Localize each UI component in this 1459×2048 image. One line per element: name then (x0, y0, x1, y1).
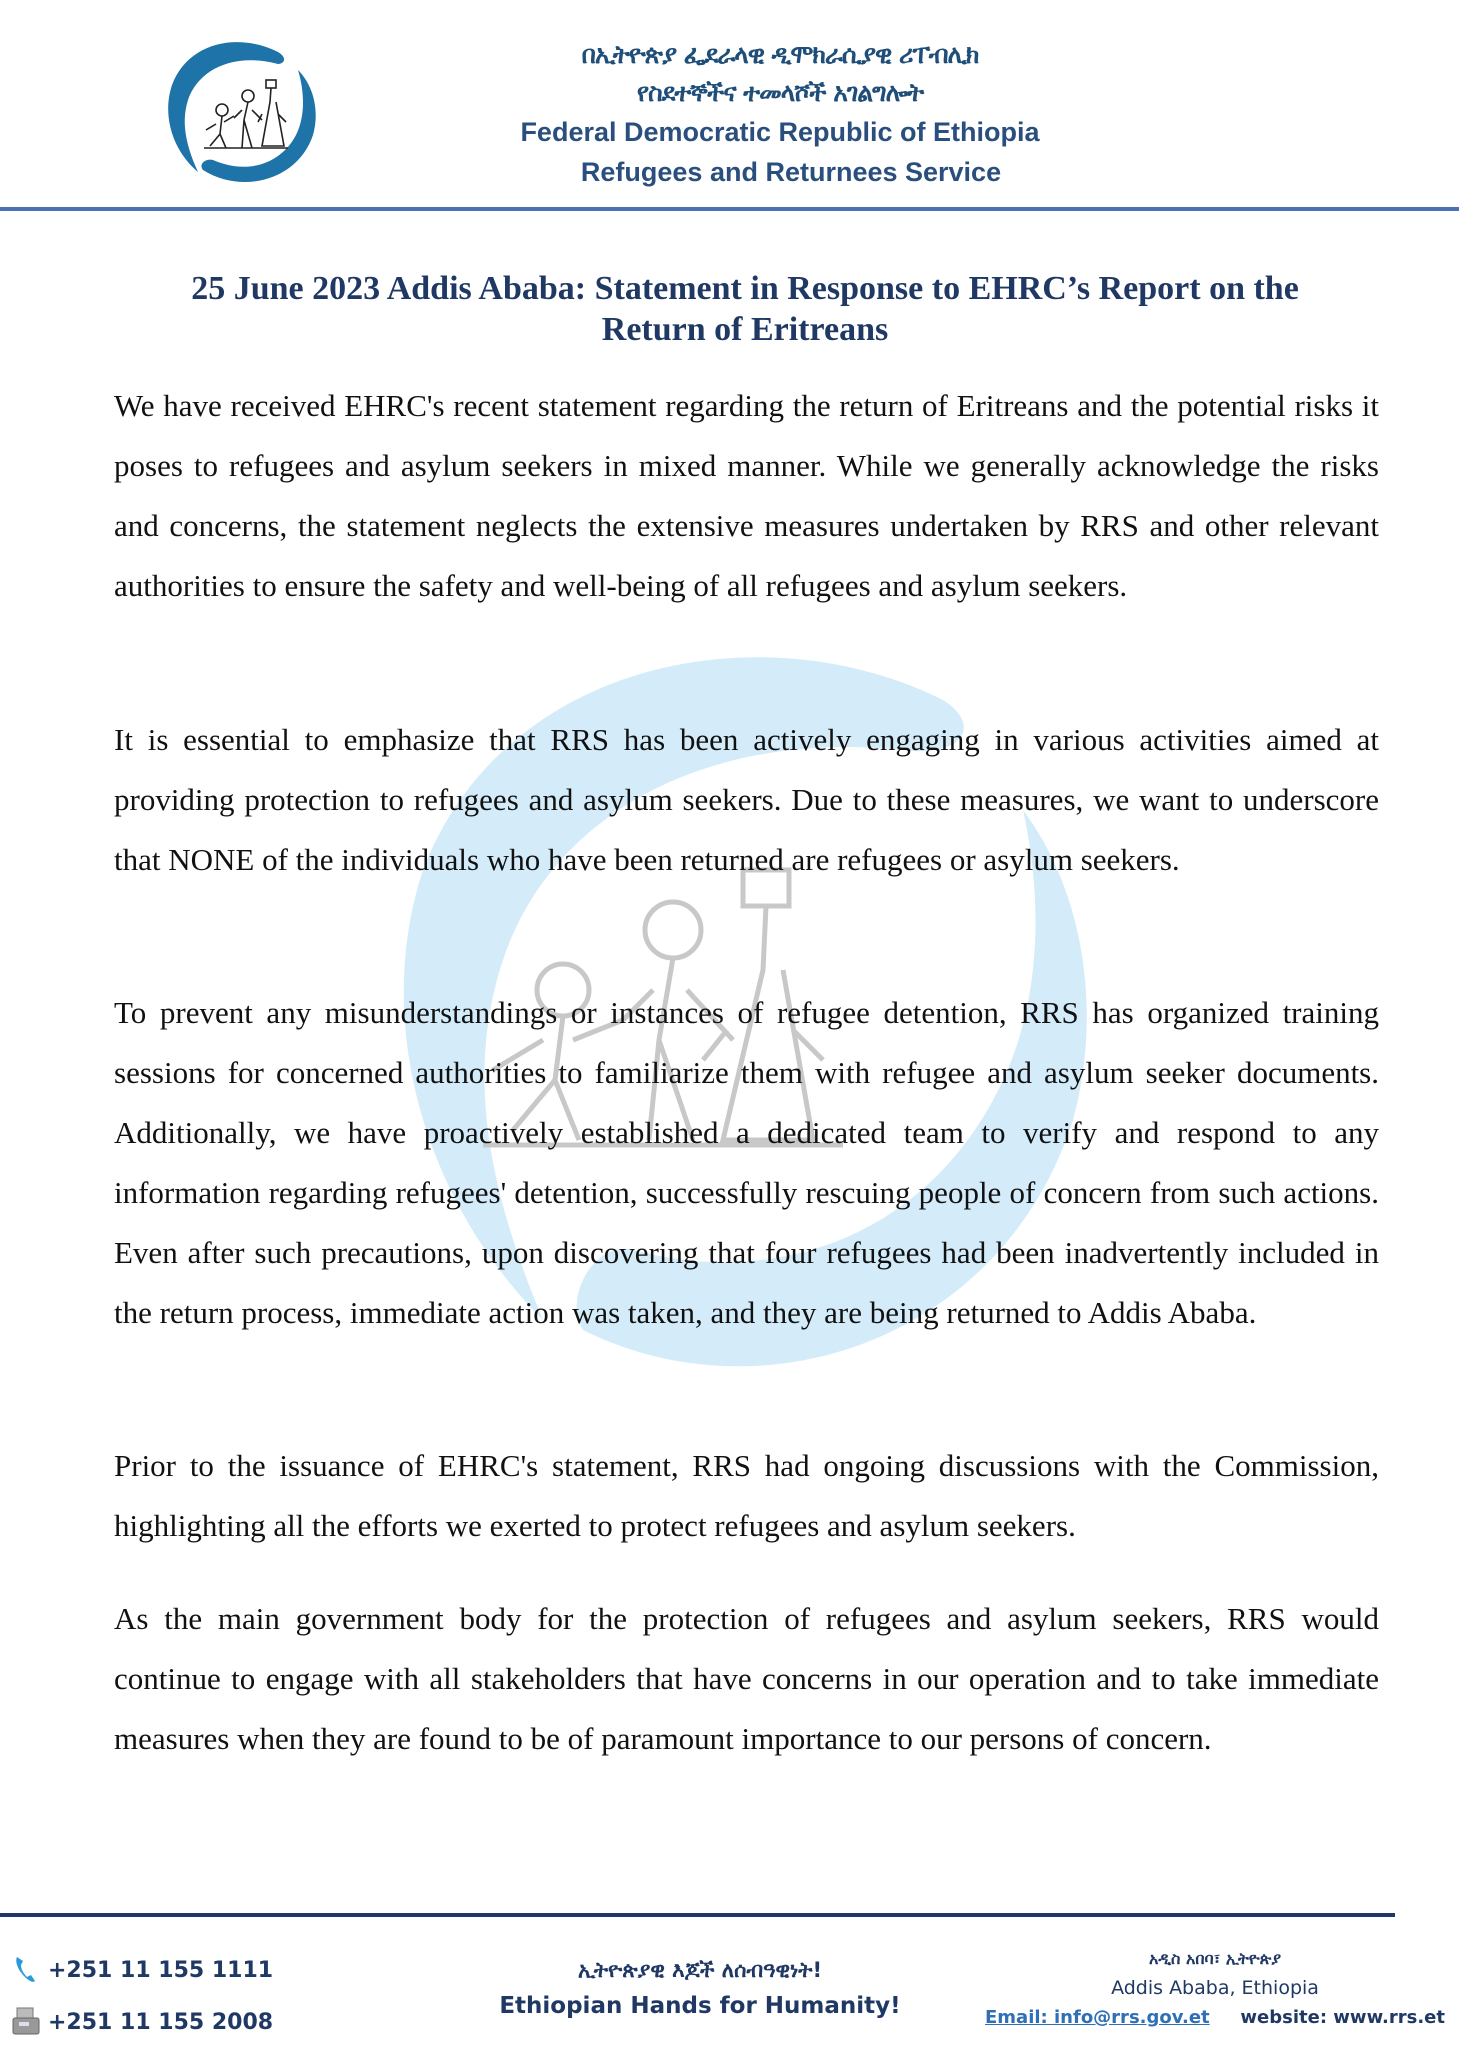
paragraph-2: It is essential to emphasize that RRS has been actively engaging in various activities aimed at providing protection to refugees and asylum seekers. Due to these measures, we want to underscore that NONE of the individuals who have been returned are refugees or asylum seekers. (114, 722, 1379, 877)
fax-machine-icon (10, 2006, 42, 2038)
fax-number: +251 11 155 2008 (48, 2009, 274, 2035)
title-line-2: Return of Eritreans (601, 311, 889, 348)
english-agency-name: Refugees and Returnees Service (580, 157, 1002, 187)
rrs-logo (158, 30, 323, 195)
email-link[interactable]: Email: info@rrs.gov.et (985, 2007, 1210, 2028)
footer-address (975, 1945, 1455, 2033)
fax-row (10, 1996, 273, 2048)
phone-number: +251 11 155 1111 (48, 1957, 274, 1983)
paragraph-4: Prior to the issuance of EHRC's statement, RRS had ongoing discussions with the Commission, highlighting all the efforts we exerted to protect refugees and asylum seekers. (114, 1448, 1379, 1543)
header-divider (0, 207, 1459, 211)
english-country-name: Federal Democratic Republic of Ethiopia (520, 117, 1040, 147)
title-line-1: 25 June 2023 Addis Ababa: Statement in Response to EHRC’s Report on the (191, 270, 1299, 307)
website-link[interactable]: website: www.rrs.et (1240, 2007, 1445, 2028)
amharic-country-name: በኢትዮጵያ ፌደራላዊ ዲሞክራሲያዊ ሪፐብሊክ (581, 40, 979, 69)
footer-slogan (470, 1952, 930, 2024)
paragraph-1: We have received EHRC's recent statement regarding the return of Eritreans and the potential risks it poses to refugees and asylum seekers in mixed manner. While we generally acknowledge the risks and concerns, the statement neglects the extensive measures undertaken by RRS and other relevant authorities to ensure the safety and well-being of all refugees and asylum seekers. (114, 388, 1379, 603)
contact-links (975, 2003, 1455, 2033)
address-english: Addis Ababa, Ethiopia (1111, 1977, 1319, 1999)
amharic-agency-name: የስደተኞችና ተመላሾች አገልግሎት (636, 78, 924, 107)
contact-numbers (10, 1944, 273, 2048)
slogan-amharic: ኢትዮጵያዊ እጆች ለሰብዓዊነት! (577, 1958, 823, 1982)
paragraph-3: To prevent any misunderstandings or instances of refugee detention, RRS has organized training sessions for concerned authorities to familiarize them with refugee and asylum seeker documents. Additionally, we have proactively established a dedicated team to verify and respond to any information regarding refugees' detention, successfully rescuing people of concern from such actions. Even after such precautions, upon discovering that four refugees had been inadvertently included in the return process, immediate action was taken, and they are being returned to Addis Ababa. (114, 995, 1379, 1330)
hands-family-logo-icon (158, 30, 323, 195)
address-amharic: አዲስ አበባ፣ ኢትዮጵያ (1149, 1949, 1281, 1968)
paragraph-5: As the main government body for the protection of refugees and asylum seekers, RRS would continue to engage with all stakeholders that have concerns in our operation and to take immediate measures when they are found to be of paramount importance to our persons of concern. (114, 1601, 1379, 1756)
footer-divider (0, 1913, 1395, 1917)
phone-icon (10, 1954, 42, 1986)
letterhead-title (430, 36, 1130, 192)
phone-row (10, 1944, 273, 1996)
statement-title (110, 268, 1380, 350)
slogan-english: Ethiopian Hands for Humanity! (499, 1993, 901, 2019)
